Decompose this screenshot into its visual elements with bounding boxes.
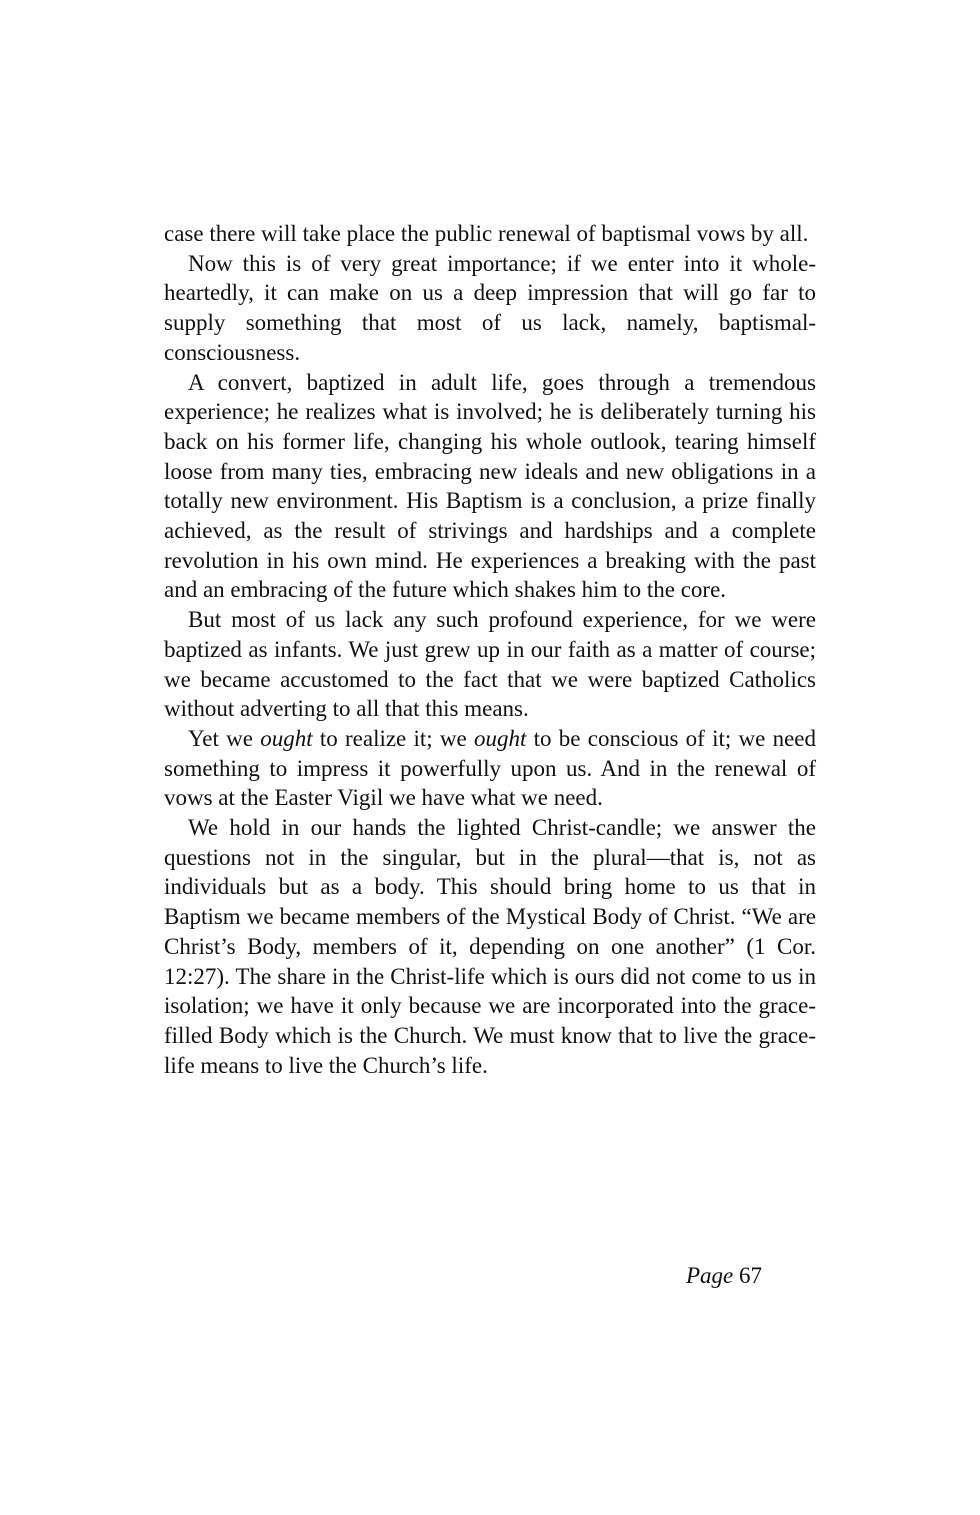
paragraph-2: Now this is of very great importance; if we enter into it whole-heartedly, it can make on us a deep impression that will go far to supply something that most of us lack, namely, baptismal-consciousness. xyxy=(164,250,816,365)
emphasis-ought-2: ought xyxy=(474,725,527,751)
paragraph-3: A convert, baptized in adult life, goes through a tremendous experience; he realizes what is involved; he is deliberately turning his back on his former life, changing his whole outlook, tearing himself loose from many ties, embracing new ideals and new obligations in a totally new environment. His Baptism is a conclusion, a prize finally achieved, as the result of strivings and hardships and a complete revolution in his own mind. He experiences a breaking with the past and an embracing of the future which shakes him to the core. xyxy=(164,369,816,603)
paragraph-1: case there will take place the public renewal of baptismal vows by all. xyxy=(164,221,809,246)
body-text xyxy=(164,219,816,1080)
page-label: Page xyxy=(686,1263,734,1288)
emphasis-ought-1: ought xyxy=(260,725,313,751)
page-number-value: 67 xyxy=(739,1263,763,1288)
paragraph-5-text-c: to be conscious of it; we need something to impress it powerfully upon us. And in the renewal of vows at the Easter Vigil we have what we need. xyxy=(164,725,816,811)
paragraph-5-text-b: to realize it; we xyxy=(312,725,474,751)
paragraph-6: We hold in our hands the lighted Christ-candle; we answer the questions not in the singular, but in the plural—that is, not as individuals but as a body. This should bring home to us that in Baptism we became members of the Mystical Body of Christ. “We are Christ’s Body, members of it, depending on one another” (1 Cor. 12:27). The share in the Christ-life which is ours did not come to us in isolation; we have it only because we are incorporated into the grace-filled Body which is the Church. We must know that to live the grace-life means to live the Church’s life. xyxy=(164,815,816,1078)
paragraph-5-text-a: Yet we xyxy=(188,725,261,751)
paragraph-5 xyxy=(164,724,816,813)
page-number xyxy=(686,1261,762,1291)
paragraph-4: But most of us lack any such profound experience, for we were baptized as infants. We just grew up in our faith as a matter of course; we became accustomed to the fact that we were baptized Catholics without adverting to all that this means. xyxy=(164,607,816,722)
